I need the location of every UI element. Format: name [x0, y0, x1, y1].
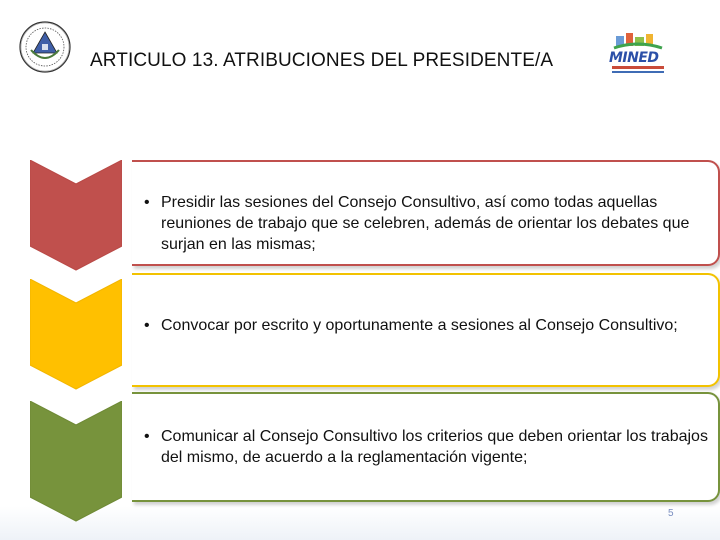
attribution-box-3 — [132, 392, 720, 502]
bullet: • — [144, 428, 150, 445]
yellow-chevron-icon — [30, 279, 122, 391]
page-title: ARTICULO 13. ATRIBUCIONES DEL PRESIDENTE/A — [90, 50, 554, 71]
mined-logo-text: MINED — [609, 50, 659, 66]
list-item-text: Presidir las sesiones del Consejo Consultivo, así como todas aquellas reuniones de trabajo que se celebren, además de orientar los debates que surjan en las mismas; — [161, 194, 690, 253]
attribution-box-1 — [132, 160, 720, 266]
list-item — [144, 426, 714, 468]
list-item — [144, 315, 714, 336]
page-number: 5 — [668, 508, 674, 519]
list-item-text: Comunicar al Consejo Consultivo los criterios que deben orientar los trabajos del mismo, de acuerdo a la reglamentación vigente; — [161, 428, 708, 466]
bullet: • — [144, 317, 150, 334]
attribution-box-2 — [132, 273, 720, 387]
bullet: • — [144, 194, 150, 211]
green-chevron-icon — [30, 401, 122, 523]
red-chevron-icon — [30, 160, 122, 272]
list-item — [144, 192, 714, 255]
list-item-text: Convocar por escrito y oportunamente a sesiones al Consejo Consultivo; — [161, 317, 678, 334]
national-seal-icon — [18, 20, 72, 74]
